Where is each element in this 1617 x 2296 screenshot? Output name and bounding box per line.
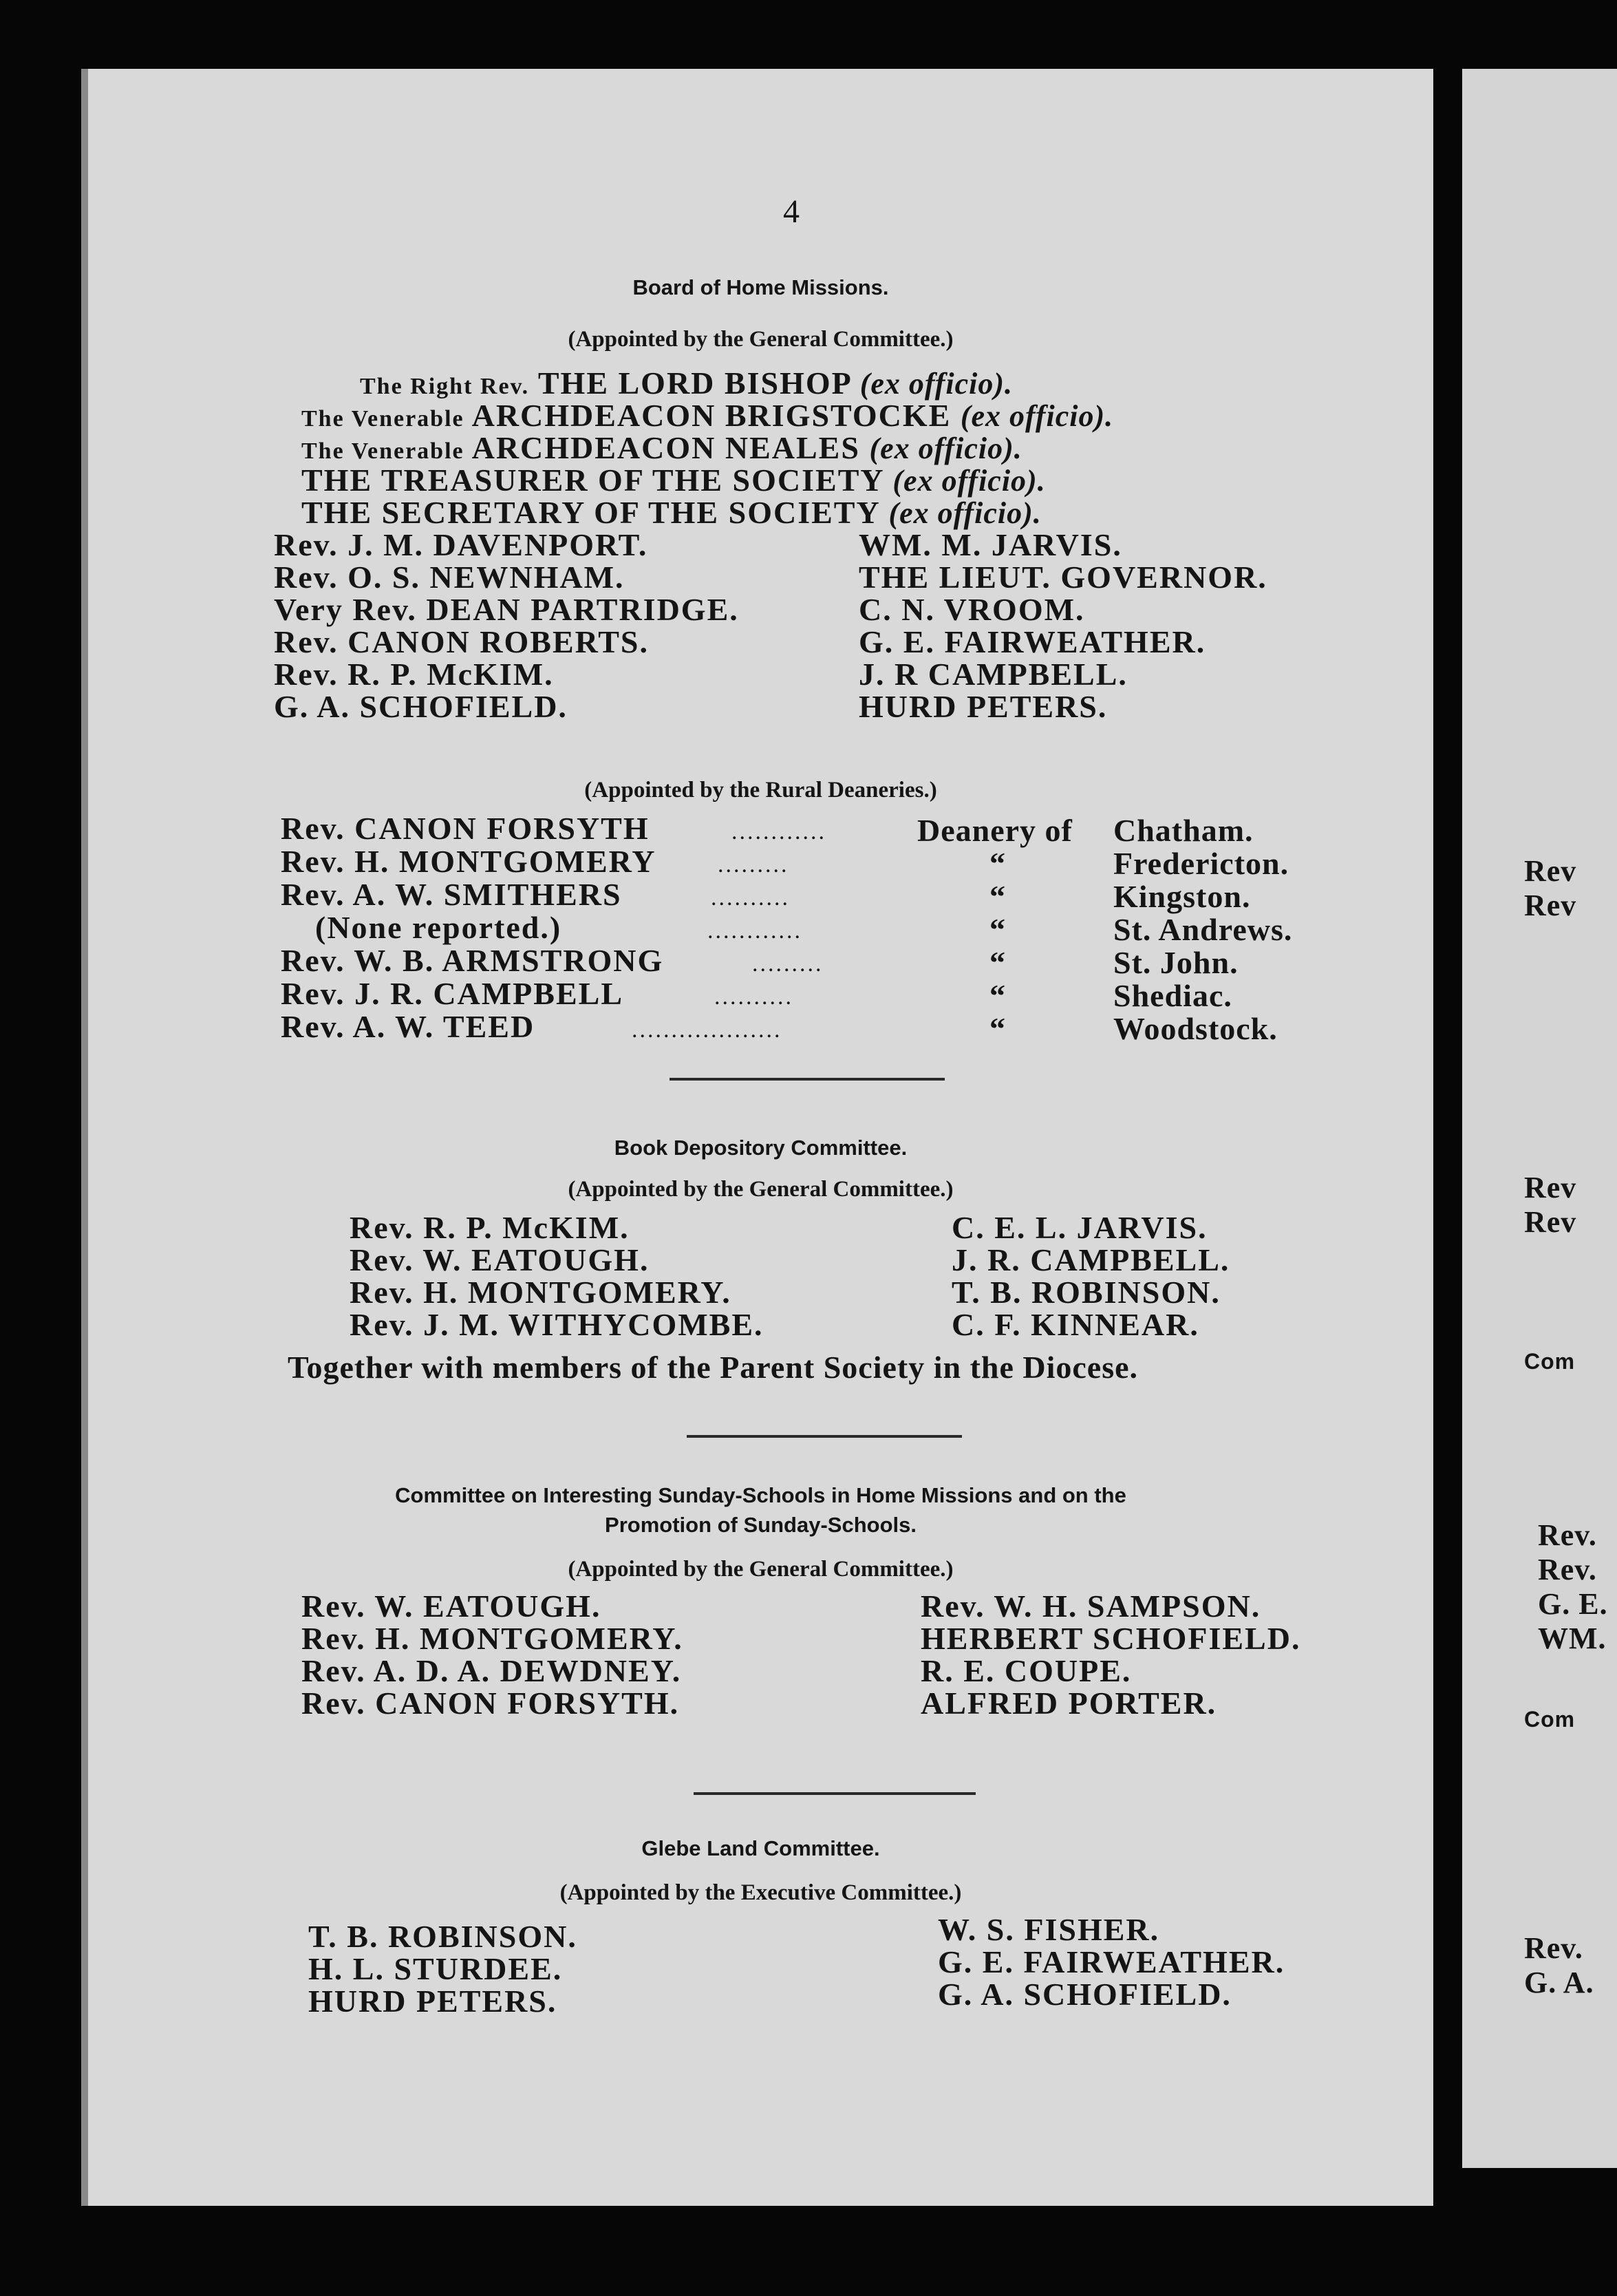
leader-dots: ..........: [714, 984, 793, 1010]
section-title-sunday-schools-line2: Promotion of Sunday-Schools.: [605, 1513, 917, 1537]
member-name: Rev. O. S. NEWNHAM.: [274, 560, 625, 595]
leader-dots: .........: [752, 951, 824, 977]
member-name: HURD PETERS.: [859, 689, 1108, 724]
member-name: HERBERT SCHOFIELD.: [921, 1621, 1301, 1656]
deanery-member: Rev. W. B. ARMSTRONG: [281, 943, 664, 978]
member-name: G. E. FAIRWEATHER.: [938, 1944, 1285, 1979]
ex-officio-row: The Venerable ARCHDEACON NEALES (ex officio).: [301, 430, 1022, 465]
member-name: Rev. J. M. WITHYCOMBE.: [350, 1307, 764, 1342]
member-name: G. A. SCHOFIELD.: [274, 689, 568, 724]
leader-dots: .........: [718, 852, 789, 878]
ditto-mark: “: [989, 1011, 1005, 1046]
deanery-place: St. Andrews.: [1113, 912, 1293, 947]
leader-dots: ...................: [632, 1017, 782, 1043]
leader-dots: ............: [707, 918, 802, 944]
sunday-schools-left: [301, 1590, 683, 1719]
member-name: Rev. R. P. McKIM.: [350, 1210, 630, 1245]
section-divider: [694, 1792, 976, 1795]
member-name: WM. M. JARVIS.: [859, 527, 1122, 562]
ditto-mark: “: [989, 945, 1005, 980]
deanery-place: Chatham.: [1113, 813, 1254, 848]
deanery-place: Woodstock.: [1113, 1011, 1278, 1046]
section-divider: [670, 1078, 945, 1081]
adjacent-page-strip: [1462, 69, 1617, 2168]
member-name: Rev. H. MONTGOMERY.: [301, 1621, 683, 1656]
ex-officio-row: The Right Rev. THE LORD BISHOP (ex officio).: [360, 365, 1014, 401]
member-name: C. F. KINNEAR.: [952, 1307, 1199, 1342]
member-name: Rev. CANON ROBERTS.: [274, 624, 649, 659]
appointed-rural-note: (Appointed by the Rural Deaneries.): [584, 778, 937, 802]
glebe-land-left: [308, 1920, 577, 2017]
member-name: G. E. FAIRWEATHER.: [859, 624, 1206, 659]
appointed-general-note: (Appointed by the General Committee.): [568, 327, 954, 352]
member-name: T. B. ROBINSON.: [952, 1275, 1221, 1310]
section-divider: [687, 1435, 962, 1438]
ditto-mark: “: [989, 978, 1005, 1013]
adjacent-text-fragment: Rev.: [1524, 1931, 1583, 1965]
member-name: T. B. ROBINSON.: [308, 1919, 577, 1954]
adjacent-text-fragment: Rev: [1524, 1171, 1577, 1204]
ditto-mark: “: [989, 912, 1005, 947]
deanery-member: Rev. H. MONTGOMERY: [281, 844, 656, 879]
member-name: C. N. VROOM.: [859, 592, 1085, 627]
ex-officio-row: The Venerable ARCHDEACON BRIGSTOCKE (ex officio).: [301, 398, 1114, 433]
member-name: H. L. STURDEE.: [308, 1951, 563, 1986]
member-name: Rev. CANON FORSYTH.: [301, 1686, 680, 1721]
adjacent-text-fragment: Rev: [1524, 1205, 1577, 1239]
member-name: Rev. W. H. SAMPSON.: [921, 1588, 1261, 1624]
ex-officio-row: THE SECRETARY OF THE SOCIETY (ex officio).: [301, 495, 1042, 530]
member-name: W. S. FISHER.: [938, 1912, 1160, 1947]
leader-dots: ............: [731, 819, 826, 844]
adjacent-text-fragment: Com: [1524, 1349, 1576, 1374]
member-name: J. R CAMPBELL.: [859, 657, 1128, 692]
member-name: Rev. H. MONTGOMERY.: [350, 1275, 731, 1310]
deanery-place: St. John.: [1113, 945, 1239, 980]
ditto-mark: “: [989, 846, 1005, 881]
leader-dots: ..........: [711, 885, 790, 911]
member-name: Rev. W. EATOUGH.: [301, 1588, 601, 1624]
adjacent-text-fragment: Rev.: [1538, 1518, 1597, 1552]
member-name: Rev. W. EATOUGH.: [350, 1242, 650, 1277]
glebe-land-right: [938, 1913, 1285, 2010]
adjacent-text-fragment: G. A.: [1524, 1966, 1594, 1999]
sunday-schools-right: [921, 1590, 1300, 1719]
section-title-glebe-land: Glebe Land Committee.: [641, 1836, 880, 1860]
member-name: HURD PETERS.: [308, 1984, 557, 2019]
appointed-general-note: (Appointed by the General Committee.): [568, 1557, 954, 1582]
book-depository-right: [952, 1211, 1230, 1341]
member-name: Rev. A. D. A. DEWDNEY.: [301, 1653, 682, 1688]
deanery-member: Rev. CANON FORSYTH: [281, 811, 650, 846]
adjacent-text-fragment: G. E.: [1538, 1587, 1608, 1621]
home-missions-members-right: [859, 529, 1267, 723]
book-depository-left: [350, 1211, 764, 1341]
deanery-place: Shediac.: [1113, 978, 1232, 1013]
appointed-executive-note: (Appointed by the Executive Committee.): [559, 1880, 962, 1905]
deanery-member: (None reported.): [315, 910, 562, 945]
appointed-general-note: (Appointed by the General Committee.): [568, 1177, 954, 1202]
adjacent-text-fragment: WM.: [1538, 1622, 1607, 1655]
section-title-sunday-schools: Committee on Interesting Sunday-Schools in Home Missions and on the: [395, 1483, 1126, 1507]
member-name: C. E. L. JARVIS.: [952, 1210, 1208, 1245]
deanery-member: Rev. A. W. SMITHERS: [281, 877, 622, 912]
member-name: Very Rev. DEAN PARTRIDGE.: [274, 592, 739, 627]
member-name: R. E. COUPE.: [921, 1653, 1132, 1688]
deanery-member: Rev. J. R. CAMPBELL: [281, 976, 623, 1011]
adjacent-text-fragment: Rev: [1524, 889, 1577, 922]
adjacent-text-fragment: Rev.: [1538, 1553, 1597, 1586]
deanery-member: Rev. A. W. TEED: [281, 1009, 535, 1044]
ditto-mark: “: [989, 879, 1005, 914]
member-name: J. R. CAMPBELL.: [952, 1242, 1230, 1277]
member-name: Rev. R. P. McKIM.: [274, 657, 554, 692]
ex-officio-row: THE TREASURER OF THE SOCIETY (ex officio).: [301, 463, 1046, 498]
home-missions-members-left: [274, 529, 739, 723]
member-name: Rev. J. M. DAVENPORT.: [274, 527, 648, 562]
member-name: ALFRED PORTER.: [921, 1686, 1217, 1721]
book-depository-note: Together with members of the Parent Society in the Diocese.: [288, 1350, 1139, 1385]
deanery-place: Fredericton.: [1113, 846, 1289, 881]
adjacent-text-fragment: Rev: [1524, 854, 1577, 888]
deanery-label: Deanery of: [917, 813, 1073, 848]
page-number: 4: [783, 193, 800, 230]
member-name: G. A. SCHOFIELD.: [938, 1977, 1232, 2012]
adjacent-text-fragment: Com: [1524, 1707, 1576, 1732]
section-title-book-depository: Book Depository Committee.: [614, 1136, 908, 1160]
document-page: [81, 69, 1433, 2206]
deanery-place: Kingston.: [1113, 879, 1251, 914]
member-name: THE LIEUT. GOVERNOR.: [859, 560, 1267, 595]
section-title-home-missions: Board of Home Missions.: [632, 275, 889, 299]
